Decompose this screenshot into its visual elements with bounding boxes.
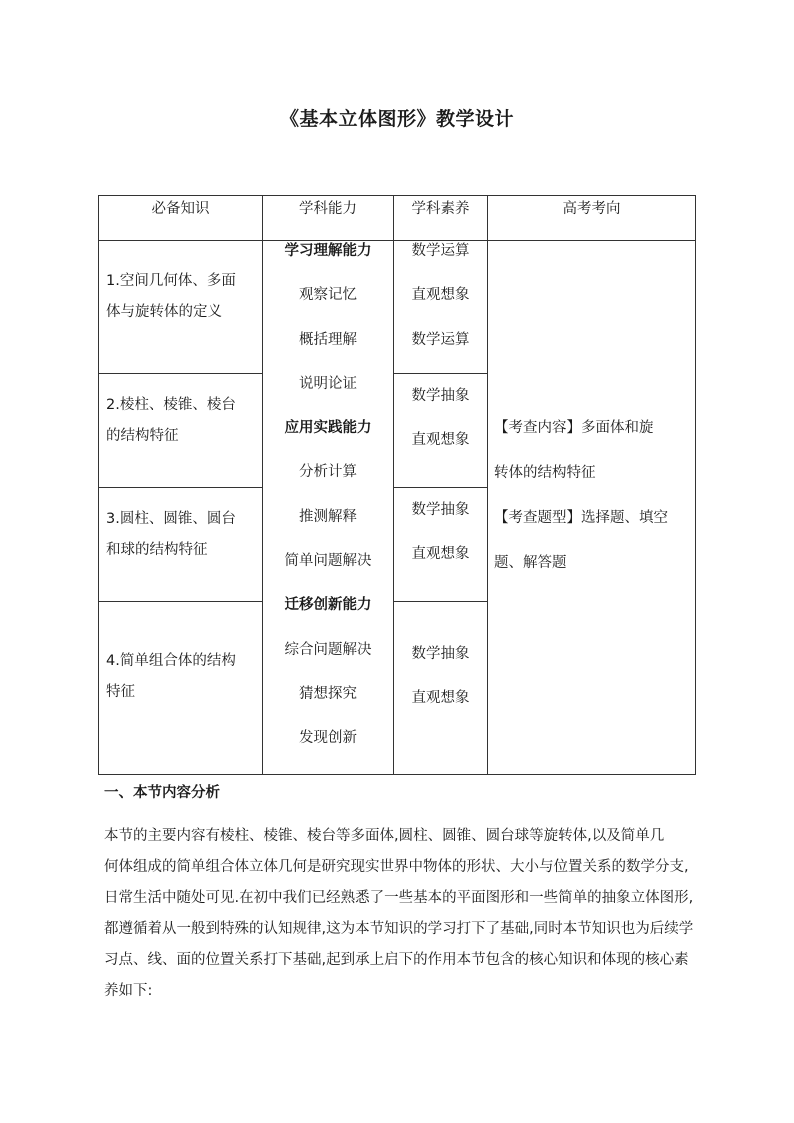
literacy-group-3 [394, 488, 487, 577]
table-border-top [98, 195, 696, 196]
knowledge-line: 4.简单组合体的结构 [106, 653, 236, 669]
literacy-item: 直观想象 [411, 690, 470, 707]
literacy-item: 直观想象 [411, 432, 470, 449]
paragraph-line: 习点、线、面的位置关系打下基础,起到承上启下的作用本节包含的核心知识和体现的核心素 [104, 952, 689, 968]
ability-item: 综合问题解决 [284, 641, 372, 658]
ability-item: 观察记忆 [299, 287, 357, 304]
paragraph-line: 都遵循着从一般到特殊的认知规律,这为本节知识的学习打下了基础,同时本节知识也为后续学 [104, 921, 694, 937]
knowledge-item-2 [106, 390, 258, 452]
knowledge-line: 2.棱柱、棱锥、棱台 [106, 397, 236, 413]
knowledge-line: 1.空间几何体、多面 [106, 273, 236, 289]
ability-category: 学习理解能力 [284, 243, 372, 259]
ability-item: 推测解释 [299, 508, 357, 525]
literacy-item: 数学运算 [411, 243, 470, 259]
table-border-left [98, 195, 99, 775]
knowledge-item-4 [106, 646, 258, 708]
paragraph-line: 本节的主要内容有棱柱、棱锥、棱台等多面体,圆柱、圆锥、圆台球等旋转体,以及简单几 [104, 828, 665, 844]
ability-category: 应用实践能力 [284, 420, 372, 437]
ability-category: 迁移创新能力 [284, 597, 372, 614]
analysis-paragraph [104, 821, 724, 1007]
row-divider-literacy-3 [393, 601, 487, 602]
literacy-group-1 [394, 229, 487, 362]
exam-type-label: 【考查题型】 [494, 510, 581, 526]
ability-list [263, 229, 393, 761]
ability-item: 分析计算 [299, 464, 357, 481]
exam-content-label: 【考查内容】 [494, 420, 581, 436]
row-divider-knowledge-3 [98, 601, 262, 602]
table-border-right [695, 195, 696, 775]
table-col-divider-3 [487, 195, 488, 775]
literacy-item: 数学抽象 [411, 502, 470, 518]
table-border-bottom [98, 774, 696, 775]
knowledge-line: 的结构特征 [106, 428, 179, 444]
exam-content-text: 多面体和旋 [581, 420, 654, 436]
literacy-item: 数学抽象 [411, 646, 470, 662]
knowledge-line: 体与旋转体的定义 [106, 304, 222, 320]
paragraph-line: 养如下: [104, 983, 153, 999]
exam-type-text: 选择题、填空 [581, 510, 668, 526]
ability-item: 简单问题解决 [284, 553, 372, 570]
document-title: 《基本立体图形》教学设计 [279, 108, 514, 130]
exam-content-line: 转体的结构特征 [494, 465, 596, 481]
ability-item: 猜想探究 [299, 685, 357, 702]
ability-item: 说明论证 [299, 375, 357, 392]
ability-item: 概括理解 [299, 331, 357, 348]
literacy-item: 数学运算 [411, 331, 470, 348]
knowledge-item-3 [106, 504, 258, 566]
header-knowledge: 必备知识 [151, 201, 210, 217]
exam-content-line [494, 406, 690, 451]
literacy-group-4 [394, 632, 487, 721]
paragraph-line: 日常生活中随处可见.在初中我们已经熟悉了一些基本的平面图形和一些简单的抽象立体图形, [104, 890, 694, 906]
literacy-item: 直观想象 [411, 287, 470, 304]
section-heading: 一、本节内容分析 [104, 785, 220, 801]
exam-type-line [494, 496, 690, 541]
paragraph-line: 何体组成的简单组合体立体几何是研究现实世界中物体的形状、大小与位置关系的数学分支, [104, 859, 689, 875]
literacy-item: 直观想象 [411, 546, 470, 563]
ability-item: 发现创新 [299, 730, 357, 747]
literacy-group-2 [394, 374, 487, 463]
literacy-item: 数学抽象 [411, 388, 470, 404]
header-exam: 高考考向 [562, 201, 621, 217]
row-divider-knowledge-2 [98, 487, 262, 488]
exam-type-line: 题、解答题 [494, 555, 567, 571]
exam-direction [494, 406, 690, 586]
row-divider-knowledge-1 [98, 373, 262, 374]
knowledge-item-1 [106, 266, 258, 328]
header-literacy: 学科素养 [411, 201, 470, 217]
header-ability: 学科能力 [299, 201, 357, 217]
knowledge-line: 特征 [106, 684, 135, 700]
knowledge-line: 和球的结构特征 [106, 542, 208, 558]
knowledge-line: 3.圆柱、圆锥、圆台 [106, 511, 236, 527]
